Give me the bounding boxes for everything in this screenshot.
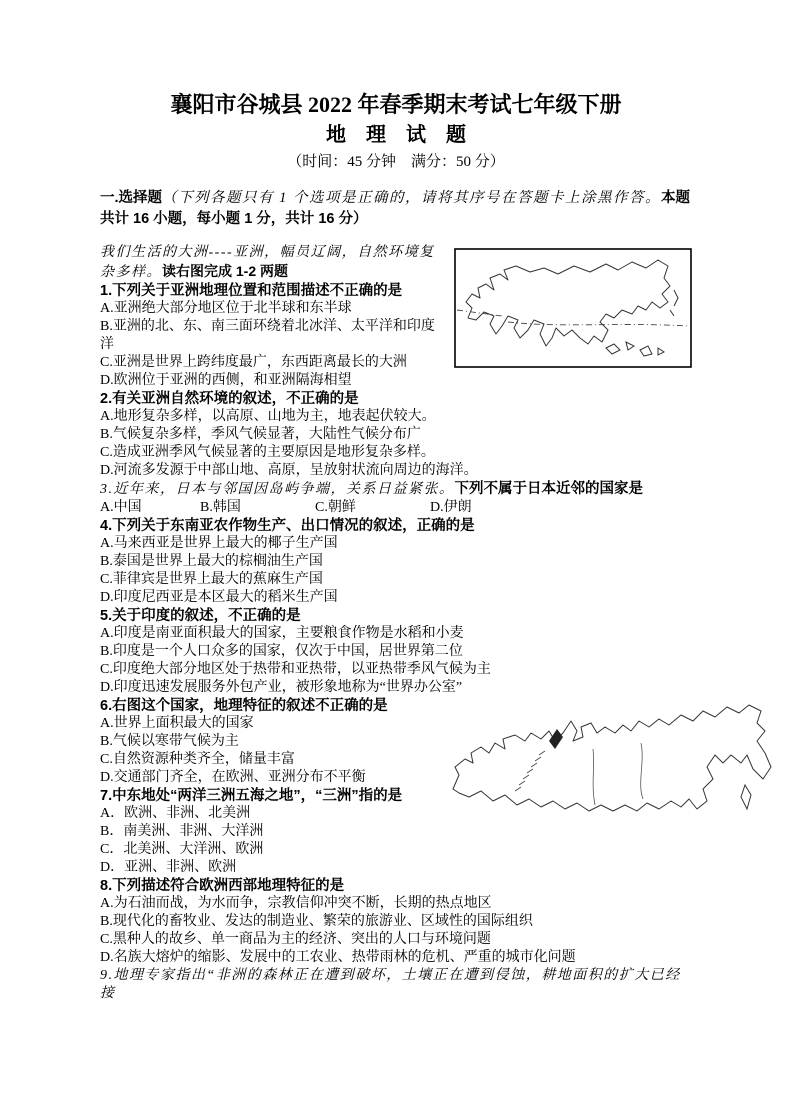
q4-option-b: B.泰国是世界上最大的棕榈油生产国 bbox=[100, 554, 323, 569]
q4-option-c: C.菲律宾是世界上最大的蕉麻生产国 bbox=[100, 572, 323, 587]
q3-option-a: A.中国 bbox=[100, 500, 142, 515]
q7-option-b: B．南美洲、非洲、大洋洲 bbox=[100, 824, 264, 839]
q3-option-b: B.韩国 bbox=[200, 500, 241, 515]
question-block-4 bbox=[100, 517, 692, 607]
q8-option-a: A.为石油而战，为水而争，宗教信仰冲突不断，长期的热点地区 bbox=[100, 896, 492, 911]
q3-options-row bbox=[100, 499, 692, 517]
q8-option-d: D.名族大熔炉的缩影、发展中的工农业、热带雨林的危机、严重的城市化问题 bbox=[100, 950, 576, 965]
q3-stem bbox=[100, 480, 692, 499]
q4-option-a: A.马来西亚是世界上最大的椰子生产国 bbox=[100, 536, 338, 551]
q6-option-d: D.交通部门齐全，在欧洲、亚洲分布不平衡 bbox=[100, 770, 366, 785]
q3-stem-script: 3.近年来，日本与邻国因岛屿争端，关系日益紧张。 bbox=[100, 482, 455, 497]
q2-option-d: D.河流多发源于中部山地、高原，呈放射状流向周边的海洋。 bbox=[100, 463, 478, 478]
asia-outline-map-icon bbox=[454, 248, 692, 368]
q6-option-c: C.自然资源种类齐全，储量丰富 bbox=[100, 752, 295, 767]
q7-stem: 7.中东地处“两洋三洲五海之地”，“三洲”指的是 bbox=[100, 788, 403, 804]
q1-option-c: C.亚洲是世界上跨纬度最广，东西距离最长的大洲 bbox=[100, 355, 407, 370]
q3-option-c: C.朝鲜 bbox=[315, 500, 356, 515]
q5-stem: 5.关于印度的叙述，不正确的是 bbox=[100, 608, 301, 624]
q6-stem: 6.右图这个国家，地理特征的叙述不正确的是 bbox=[100, 698, 388, 714]
question-block-2 bbox=[100, 390, 692, 480]
question-block-9 bbox=[100, 967, 692, 1003]
q3-option-d: D.伊朗 bbox=[430, 500, 472, 515]
q1-option-b: B.亚洲的北、东、南三面环绕着北冰洋、太平洋和印度洋 bbox=[100, 319, 435, 352]
q1-option-d: D.欧洲位于亚洲的西侧，和亚洲隔海相望 bbox=[100, 373, 352, 388]
q8-option-c: C.黑种人的故乡、单一商品为主的经济、突出的人口与环境问题 bbox=[100, 932, 491, 947]
q7-option-c: C．北美洲、大洋洲、欧洲 bbox=[100, 842, 264, 857]
q1-stem: 1.下列关于亚洲地理位置和范围描述不正确的是 bbox=[100, 283, 403, 299]
page-title: 襄阳市谷城县 2022 年春季期末考试七年级下册 bbox=[170, 92, 622, 117]
q5-option-c: C.印度绝大部分地区处于热带和亚热带，以亚热带季风气候为主 bbox=[100, 662, 491, 677]
question-block-8 bbox=[100, 877, 692, 967]
intro-bold-text: 读右图完成 1-2 两题 bbox=[162, 263, 289, 279]
q8-option-b: B.现代化的畜牧业、发达的制造业、繁荣的旅游业、区域性的国际组织 bbox=[100, 914, 533, 929]
q5-option-d: D.印度迅速发展服务外包产业，被形象地称为“世界办公室” bbox=[100, 680, 463, 695]
q4-stem: 4.下列关于东南亚农作物生产、出口情况的叙述，正确的是 bbox=[100, 518, 475, 534]
q2-option-c: C.造成亚洲季风气候显著的主要原因是地形复杂多样。 bbox=[100, 445, 435, 460]
russia-map-figure bbox=[445, 697, 790, 847]
russia-outline-map-icon bbox=[445, 697, 790, 847]
section-note-bold: 本题共计 16 小题，每小题 1 分，共计 16 分） bbox=[100, 190, 691, 227]
section-one-heading bbox=[100, 188, 692, 230]
section-note-script: （下列各题只有 1 个选项是正确的，请将其序号在答题卡上涂黑作答。 bbox=[162, 190, 662, 206]
question-block-5 bbox=[100, 607, 692, 697]
q7-option-d: D．亚洲、非洲、欧洲 bbox=[100, 860, 237, 875]
question-block-1 bbox=[100, 244, 692, 390]
q6-option-b: B.气候以寒带气候为主 bbox=[100, 734, 239, 749]
q7-option-a: A．欧洲、非洲、北美洲 bbox=[100, 806, 251, 821]
section-label: 一.选择题 bbox=[100, 190, 163, 206]
q5-option-a: A.印度是南亚面积最大的国家，主要粮食作物是水稻和小麦 bbox=[100, 626, 464, 641]
exam-subject-title: 地 理 试 题 bbox=[326, 124, 466, 146]
question-block-6 bbox=[100, 697, 692, 787]
q6-option-a: A.世界上面积最大的国家 bbox=[100, 716, 254, 731]
q2-option-b: B.气候复杂多样，季风气候显著，大陆性气候分布广 bbox=[100, 427, 421, 442]
q2-stem: 2.有关亚洲自然环境的叙述，不正确的是 bbox=[100, 391, 359, 407]
q5-option-b: B.印度是一个人口众多的国家，仅次于中国，居世界第二位 bbox=[100, 644, 463, 659]
ural-mountains-hatching-icon bbox=[515, 751, 545, 791]
q3-stem-bold: 下列不属于日本近邻的国家是 bbox=[454, 481, 643, 497]
question-block-3 bbox=[100, 480, 692, 517]
q8-stem: 8.下列描述符合欧洲西部地理特征的是 bbox=[100, 878, 345, 894]
q9-stem: 9.地理专家指出“非洲的森林正在遭到破坏，土壤正在遭到侵蚀，耕地面积的扩大已经接 bbox=[100, 968, 681, 1001]
q1-option-a: A.亚洲绝大部分地区位于北半球和东半球 bbox=[100, 301, 352, 316]
exam-time-score-info: （时间：45 分钟 满分：50 分） bbox=[287, 154, 505, 170]
intro-script-text: 我们生活的大洲----亚洲，幅员辽阔，自然环境复杂多样。 bbox=[100, 245, 435, 280]
q4-option-d: D.印度尼西亚是本区最大的稻米生产国 bbox=[100, 590, 338, 605]
q2-option-a: A.地形复杂多样，以高原、山地为主，地表起伏较大。 bbox=[100, 409, 436, 424]
asia-map-figure bbox=[454, 248, 692, 368]
